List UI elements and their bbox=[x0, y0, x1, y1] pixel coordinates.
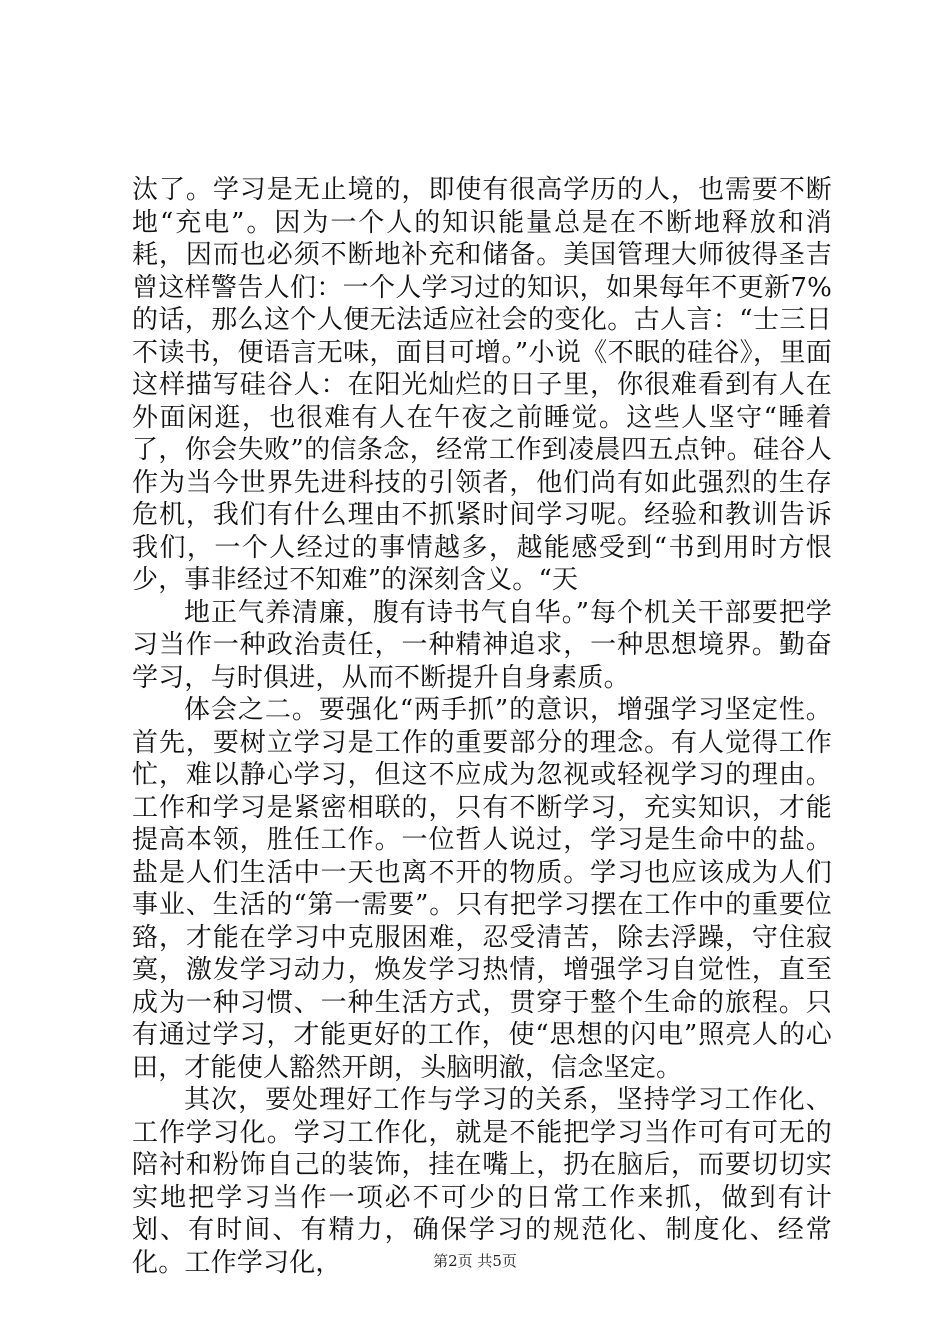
paragraph-2: 地正气养清廉，腹有诗书气自华。”每个机关干部要把学习当作一种政治责任，一种精神追求，一种思想境界。勤奋学习，与时俱进，从而不断提升自身素质。 bbox=[132, 597, 832, 693]
paragraph-1: 汰了。学习是无止境的，即使有很高学历的人，也需要不断地“充电”。因为一个人的知识能量总是在不断地释放和消耗，因而也必须不断地补充和储备。美国管理大师彼得圣吉曾这样警告人们：一个人学习过的知识，如果每年不更新7%的话，那么这个人便无法适应社会的变化。古人言：“士三日不读书，便语言无味，面目可增。”小说《不眠的硅谷》，里面这样描写硅谷人：在阳光灿烂的日子里，你很难看到有人在外面闲逛，也很难有人在午夜之前睡觉。这些人坚守“睡着了，你会失败”的信条念，经常工作到凌晨四五点钟。硅谷人作为当今世界先进科技的引领者，他们尚有如此强烈的生存危机，我们有什么理由不抓紧时间学习呢。经验和教训告诉我们，一个人经过的事情越多，越能感受到“书到用时方恨少，事非经过不知难”的深刻含义。“天 bbox=[132, 175, 832, 595]
paragraph-4: 其次，要处理好工作与学习的关系，坚持学习工作化、工作学习化。学习工作化，就是不能把学习当作可有可无的陪衬和粉饰自己的装饰，挂在嘴上，扔在脑后，而要切切实实地把学习当作一项必不可少的日常工作来抓，做到有计划、有时间、有精力，确保学习的规范化、制度化、经常化。工作学习化， bbox=[132, 1085, 832, 1278]
document-body bbox=[132, 174, 832, 1279]
paragraph-3: 体会之二。要强化“两手抓”的意识，增强学习坚定性。首先，要树立学习是工作的重要部分的理念。有人觉得工作忙，难以静心学习，但这不应成为忽视或轻视学习的理由。工作和学习是紧密相联的，只有不断学习，充实知识，才能提高本领，胜任工作。一位哲人说过，学习是生命中的盐。盐是人们生活中一天也离不开的物质。学习也应该成为人们事业、生活的“第一需要”。只有把学习摆在工作中的重要位臵，才能在学习中克服困难，忍受清苦，除去浮躁，守住寂寞，激发学习动力，焕发学习热情，增强学习自觉性，直至成为一种习惯、一种生活方式，贯穿于整个生命的旅程。只有通过学习，才能更好的工作，使“思想的闪电”照亮人的心田，才能使人豁然开朗，头脑明澈，信念坚定。 bbox=[132, 695, 832, 1083]
page-number-footer: 第2页 共5页 bbox=[433, 1252, 517, 1270]
